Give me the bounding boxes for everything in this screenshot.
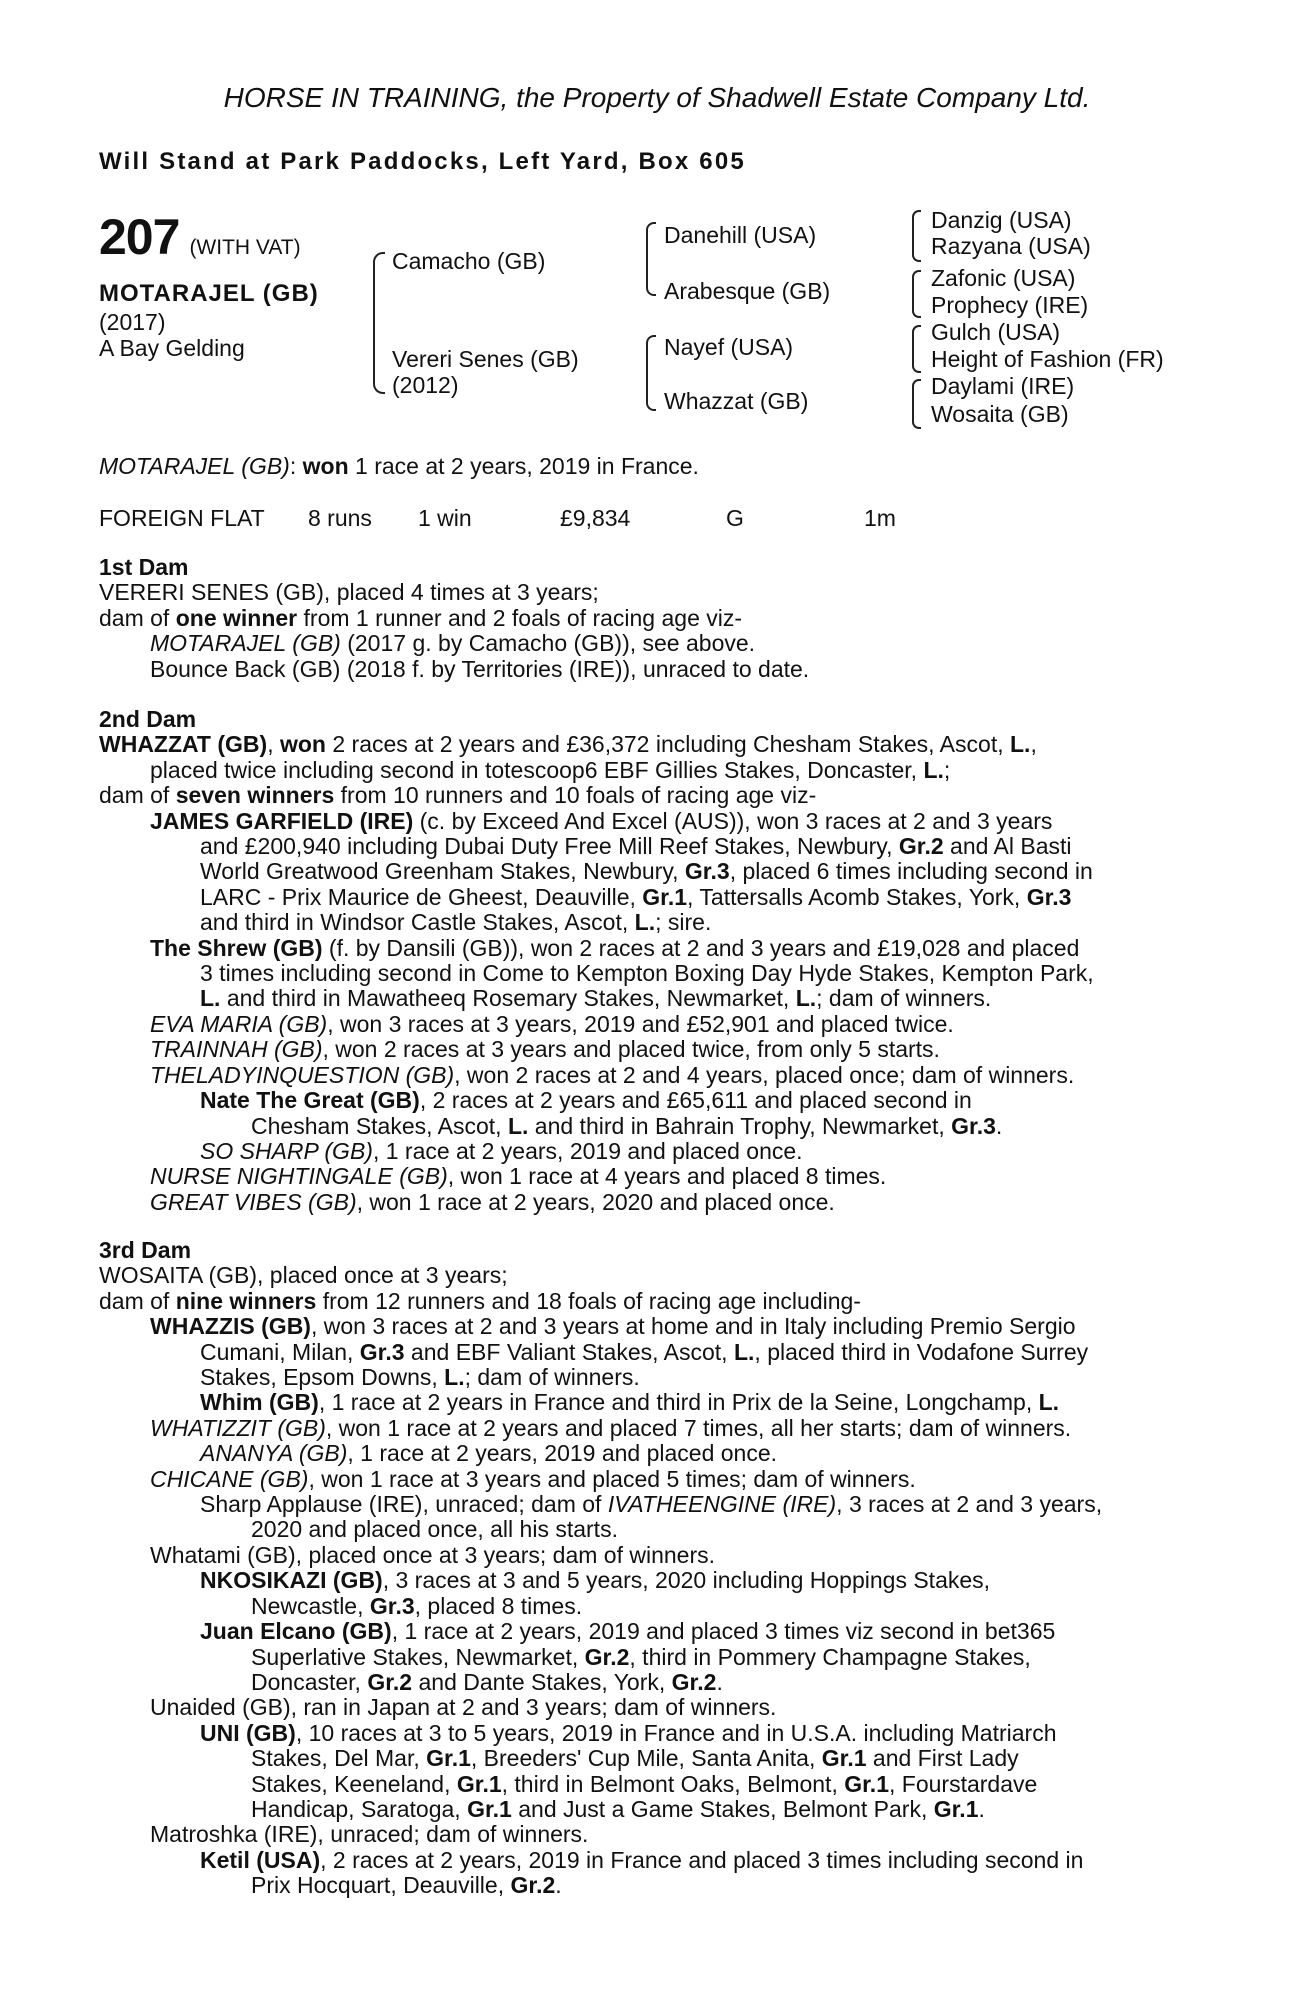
text-line: and £200,940 including Dubai Duty Free Mill Reef Stakes, Newbury, Gr.2 and Al Basti: [200, 833, 1072, 860]
ff-label: FOREIGN FLAT: [99, 505, 265, 531]
text-line: VERERI SENES (GB), placed 4 times at 3 years;: [99, 579, 599, 606]
pedigree-bracket: [646, 335, 656, 411]
section-title: 2nd Dam: [99, 706, 197, 732]
text-line: Matroshka (IRE), unraced; dam of winners.: [150, 1821, 589, 1848]
text-line: 3 times including second in Come to Kempton Boxing Day Hyde Stakes, Kempton Park,: [200, 960, 1094, 987]
summary-horse: MOTARAJEL (GB): [99, 453, 290, 479]
pedigree-sd-sire: Zafonic (USA): [931, 265, 1076, 291]
text-line: NURSE NIGHTINGALE (GB), won 1 race at 4 years and placed 8 times.: [150, 1163, 887, 1190]
text-line: Doncaster, Gr.2 and Dante Stakes, York, Gr.2.: [251, 1668, 723, 1695]
section-title: 1st Dam: [99, 554, 189, 580]
summary-text: 1 race at 2 years, 2019 in France.: [348, 453, 699, 479]
vat-note: (WITH VAT): [189, 236, 301, 259]
horse-name: MOTARAJEL (GB): [99, 280, 319, 307]
text-line: Sharp Applause (IRE), unraced; dam of IVATHEENGINE (IRE), 3 races at 2 and 3 years,: [200, 1491, 1103, 1518]
pedigree-bracket: [912, 325, 921, 373]
pedigree-ss-dam: Razyana (USA): [931, 233, 1091, 259]
text-line: Cumani, Milan, Gr.3 and EBF Valiant Stakes, Ascot, L., placed third in Vodafone Surrey: [200, 1338, 1089, 1365]
text-line: and third in Windsor Castle Stakes, Ascot, L.; sire.: [200, 909, 712, 936]
lot-number: 207: [99, 209, 180, 265]
text-line: Newcastle, Gr.3, placed 8 times.: [251, 1592, 583, 1619]
pedigree-sd-dam: Prophecy (IRE): [931, 292, 1089, 318]
ff-going: G: [726, 505, 744, 531]
text-line: EVA MARIA (GB), won 3 races at 3 years, 2019 and £52,901 and placed twice.: [150, 1010, 954, 1037]
pedigree-sire-dam: Arabesque (GB): [664, 278, 831, 304]
text-line: World Greatwood Greenham Stakes, Newbury, Gr.3, placed 6 times including second in: [200, 858, 1093, 885]
catalogue-header: HORSE IN TRAINING, the Property of Shadwell Estate Company Ltd.: [223, 82, 1091, 113]
ff-wins: 1 win: [418, 505, 472, 531]
text-line: Bounce Back (GB) (2018 f. by Territories (IRE)), unraced to date.: [150, 655, 810, 682]
pedigree-bracket: [912, 379, 921, 429]
text-line: dam of nine winners from 12 runners and 18 foals of racing age including-: [99, 1287, 861, 1314]
text-line: UNI (GB), 10 races at 3 to 5 years, 2019 in France and in U.S.A. including Matriarch: [200, 1719, 1057, 1746]
text-line: Whatami (GB), placed once at 3 years; dam of winners.: [150, 1541, 716, 1568]
pedigree-dam: Vereri Senes (GB): [392, 346, 579, 372]
text-line: dam of seven winners from 10 runners and 10 foals of racing age viz-: [99, 782, 817, 809]
text-line: Juan Elcano (GB), 1 race at 2 years, 2019 and placed 3 times viz second in bet365: [200, 1618, 1056, 1645]
text-line: NKOSIKAZI (GB), 3 races at 3 and 5 years, 2020 including Hoppings Stakes,: [200, 1567, 991, 1594]
pedigree-bracket: [912, 270, 921, 318]
text-line: Superlative Stakes, Newmarket, Gr.2, third in Pommery Champagne Stakes,: [251, 1643, 1031, 1670]
pedigree-bracket: [373, 252, 385, 394]
text-line: Chesham Stakes, Ascot, L. and third in Bahrain Trophy, Newmarket, Gr.3.: [251, 1112, 1003, 1139]
stand-location: Will Stand at Park Paddocks, Left Yard, Box 605: [99, 148, 746, 175]
text-line: dam of one winner from 1 runner and 2 foals of racing age viz-: [99, 604, 743, 631]
horse-description: A Bay Gelding: [99, 335, 245, 361]
text-line: MOTARAJEL (GB) (2017 g. by Camacho (GB)), see above.: [150, 630, 756, 657]
race-summary: MOTARAJEL (GB): won 1 race at 2 years, 2019 in France.: [99, 453, 699, 479]
text-line: LARC - Prix Maurice de Gheest, Deauville, Gr.1, Tattersalls Acomb Stakes, York, Gr.3: [200, 883, 1072, 910]
ff-distance: 1m: [864, 505, 896, 531]
first-dam-section: [99, 555, 1219, 682]
second-dam-section: [99, 707, 1219, 1215]
pedigree-sire-sire: Danehill (USA): [664, 222, 817, 248]
text-line: ANANYA (GB), 1 race at 2 years, 2019 and placed once.: [200, 1440, 778, 1467]
ff-runs: 8 runs: [308, 505, 372, 531]
text-line: Nate The Great (GB), 2 races at 2 years and £65,611 and placed second in: [200, 1087, 972, 1114]
text-line: The Shrew (GB) (f. by Dansili (GB)), won 2 races at 2 and 3 years and £19,028 and placed: [150, 934, 1080, 961]
section-title: 3rd Dam: [99, 1237, 192, 1263]
text-line: WOSAITA (GB), placed once at 3 years;: [99, 1262, 508, 1289]
pedigree-dam-dam: Whazzat (GB): [664, 388, 809, 414]
text-line: WHAZZIS (GB), won 3 races at 2 and 3 years at home and in Italy including Premio Sergio: [150, 1313, 1076, 1340]
text-line: CHICANE (GB), won 1 race at 3 years and placed 5 times; dam of winners.: [150, 1465, 916, 1492]
pedigree-bracket: [912, 210, 921, 262]
summary-won: won: [302, 453, 349, 479]
text-line: WHATIZZIT (GB), won 1 race at 2 years and placed 7 times, all her starts; dam of winners.: [150, 1414, 1072, 1441]
text-line: Unaided (GB), ran in Japan at 2 and 3 years; dam of winners.: [150, 1694, 777, 1721]
text-line: TRAINNAH (GB), won 2 races at 3 years and placed twice, from only 5 starts.: [150, 1036, 940, 1063]
text-line: SO SHARP (GB), 1 race at 2 years, 2019 and placed once.: [200, 1137, 803, 1164]
text-line: Whim (GB), 1 race at 2 years in France and third in Prix de la Seine, Longchamp, L.: [200, 1389, 1060, 1416]
ff-prize: £9,834: [560, 505, 631, 531]
text-line: placed twice including second in totescoop6 EBF Gillies Stakes, Doncaster, L.;: [150, 756, 951, 783]
horse-year: (2017): [99, 309, 166, 335]
pedigree-dd-sire: Daylami (IRE): [931, 373, 1075, 399]
pedigree-dam-sire: Nayef (USA): [664, 334, 794, 360]
text-line: WHAZZAT (GB), won 2 races at 2 years and £36,372 including Chesham Stakes, Ascot, L.,: [99, 731, 1037, 758]
text-line: L. and third in Mawatheeq Rosemary Stakes, Newmarket, L.; dam of winners.: [200, 985, 992, 1012]
text-line: Stakes, Del Mar, Gr.1, Breeders' Cup Mile, Santa Anita, Gr.1 and First Lady: [251, 1745, 1019, 1772]
text-line: JAMES GARFIELD (IRE) (c. by Exceed And Excel (AUS)), won 3 races at 2 and 3 years: [150, 807, 1053, 834]
text-line: THELADYINQUESTION (GB), won 2 races at 2 and 4 years, placed once; dam of winners.: [150, 1061, 1075, 1088]
text-line: Handicap, Saratoga, Gr.1 and Just a Game Stakes, Belmont Park, Gr.1.: [251, 1795, 985, 1822]
text-line: GREAT VIBES (GB), won 1 race at 2 years, 2020 and placed once.: [150, 1188, 835, 1215]
text-line: Stakes, Keeneland, Gr.1, third in Belmont Oaks, Belmont, Gr.1, Fourstardave: [251, 1770, 1038, 1797]
third-dam-section: [99, 1238, 1219, 1899]
pedigree-dd-dam: Wosaita (GB): [931, 401, 1069, 427]
pedigree-ds-sire: Gulch (USA): [931, 319, 1061, 345]
text-line: 2020 and placed once, all his starts.: [251, 1516, 618, 1543]
pedigree-sire: Camacho (GB): [392, 248, 546, 274]
text-line: Stakes, Epsom Downs, L.; dam of winners.: [200, 1364, 640, 1391]
pedigree-ds-dam: Height of Fashion (FR): [931, 346, 1164, 372]
pedigree-ss-sire: Danzig (USA): [931, 207, 1072, 233]
pedigree-dam-year: (2012): [392, 372, 459, 398]
pedigree-bracket: [646, 222, 656, 296]
text-line: Prix Hocquart, Deauville, Gr.2.: [251, 1872, 562, 1899]
text-line: Ketil (USA), 2 races at 2 years, 2019 in France and placed 3 times including second in: [200, 1846, 1084, 1873]
lot-block: [99, 208, 301, 266]
